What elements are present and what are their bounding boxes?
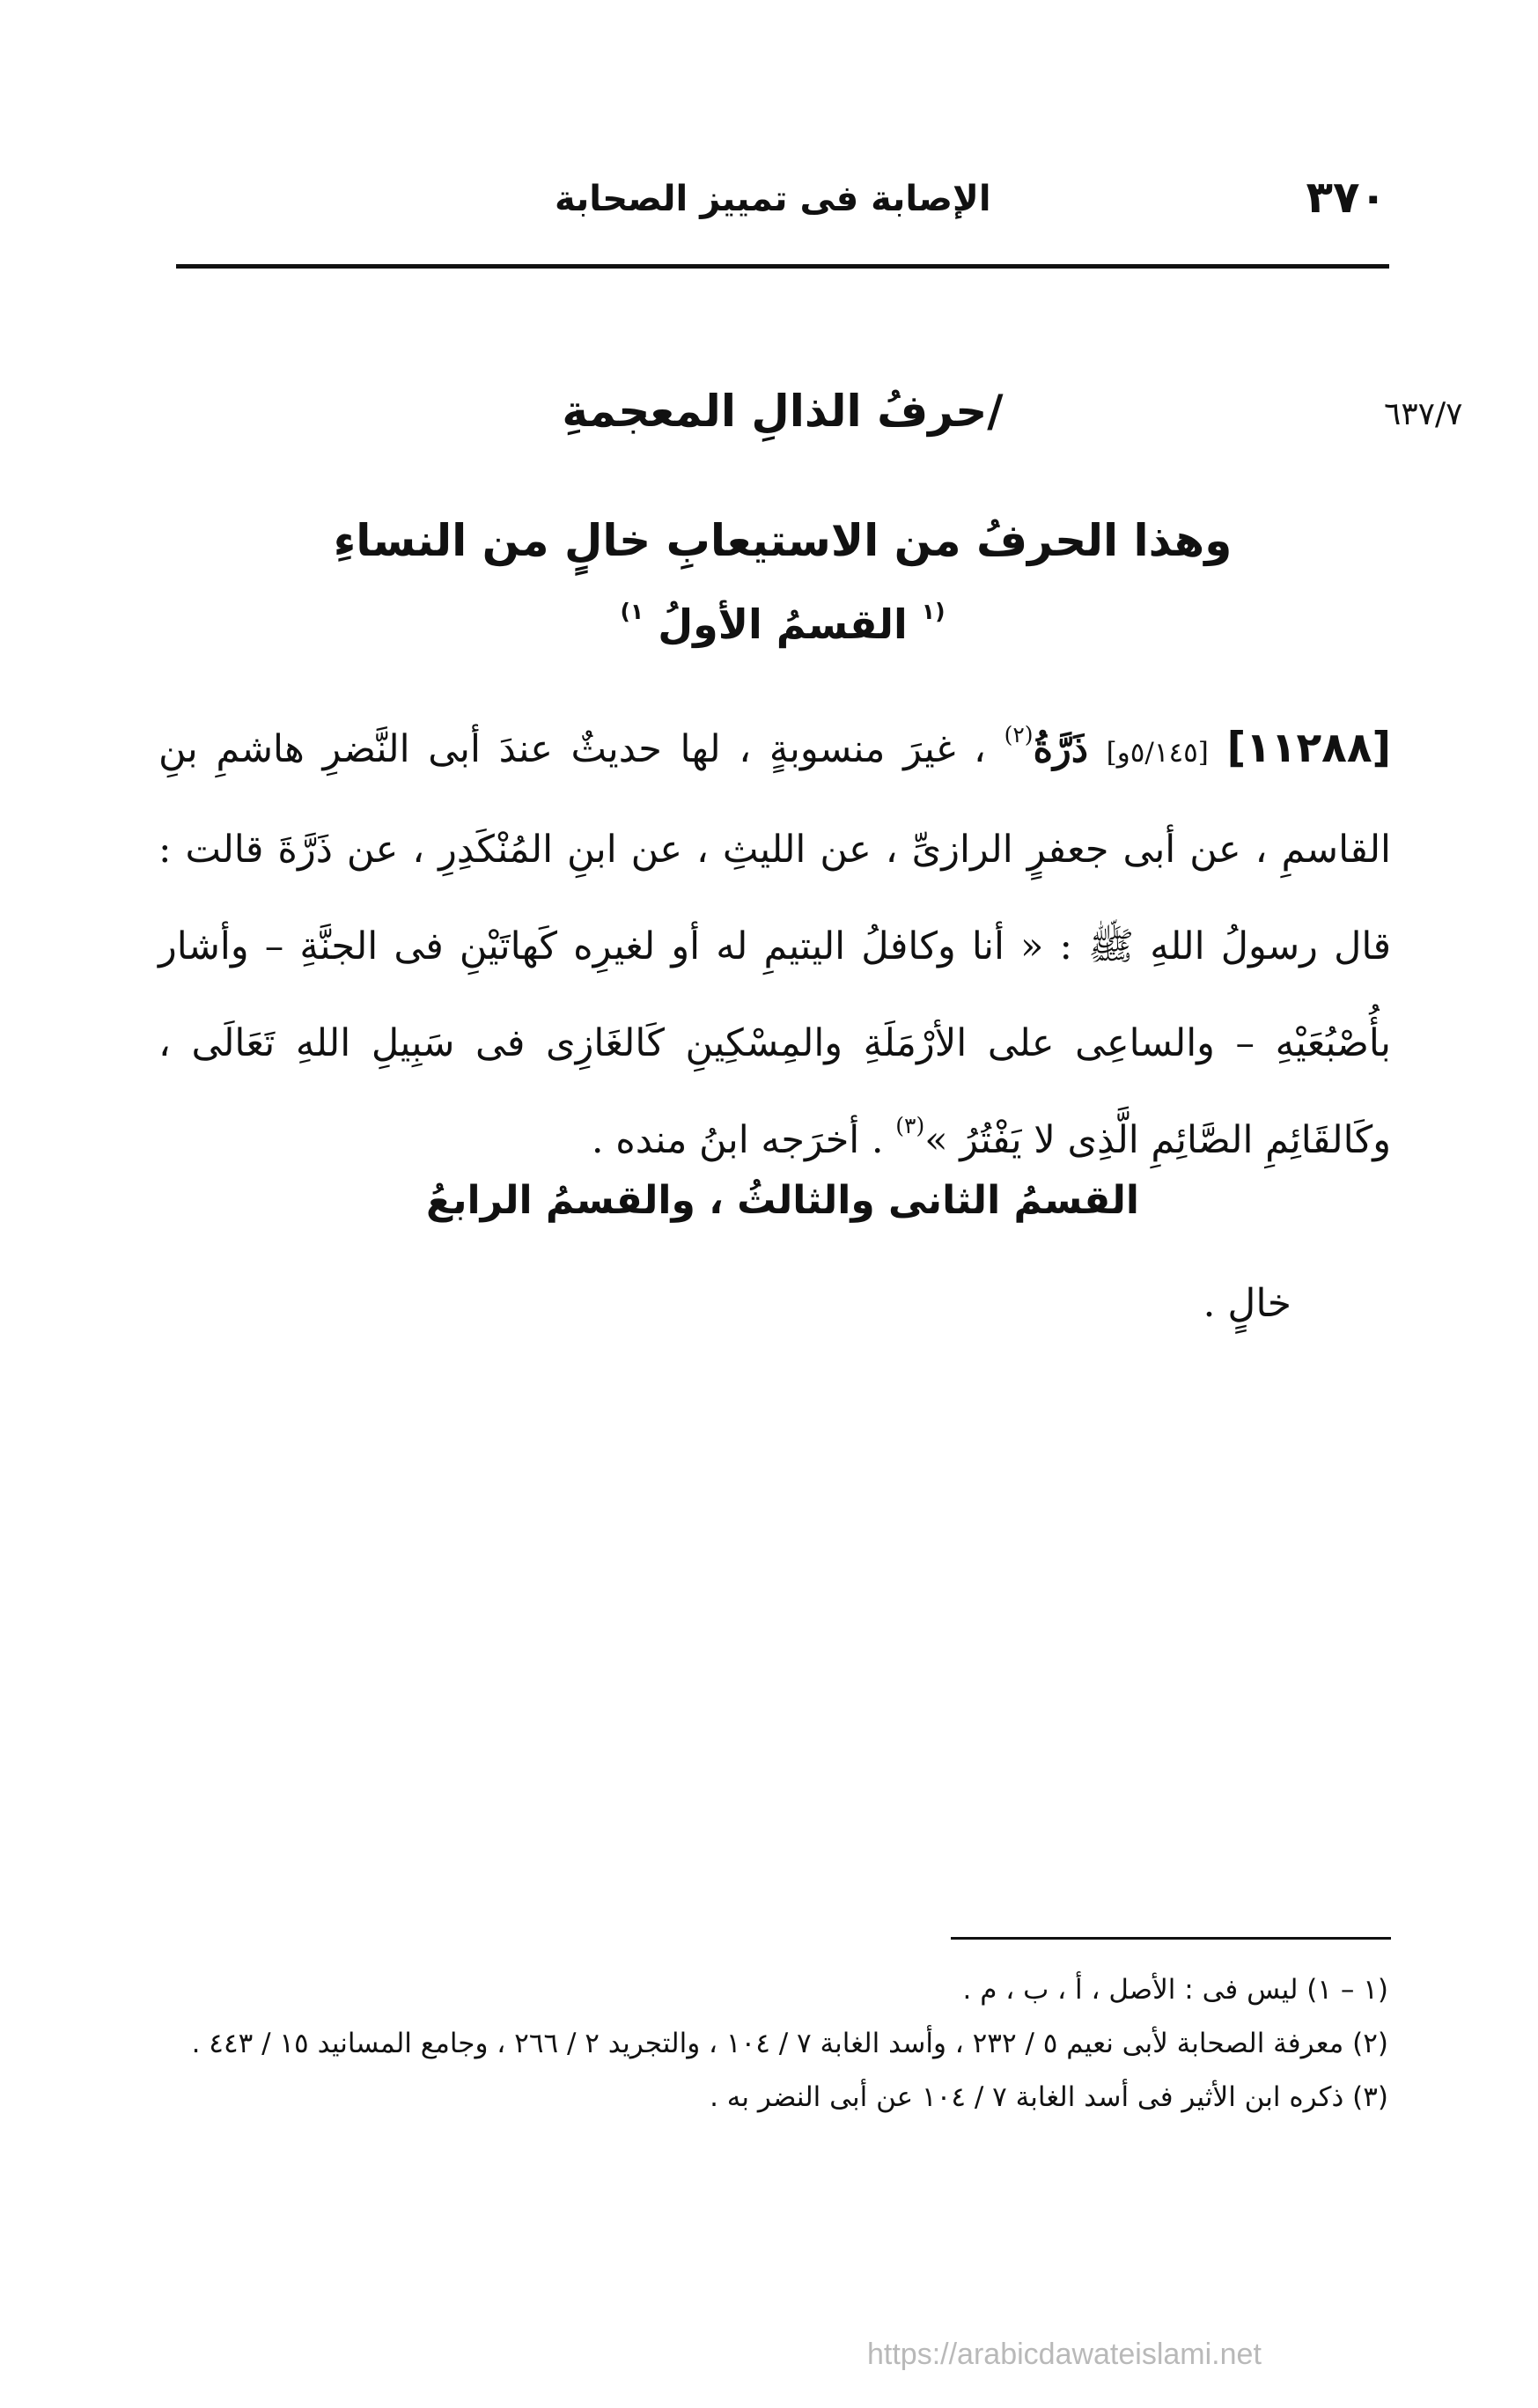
entry-number: [١١٢٨٨] bbox=[1226, 724, 1391, 772]
section-heading-rest: القسمُ الثانى والثالثُ ، والقسمُ الرابعُ bbox=[425, 1178, 1140, 1223]
footnote-3: (٣) ذكره ابن الأثير فى أسد الغابة ٧ / ١٠٤ عن أبى النضر به . bbox=[710, 2081, 1388, 2113]
biography-entry bbox=[158, 700, 1391, 1189]
footnote-marker-2: (٢) bbox=[1004, 722, 1034, 747]
entry-name: ذَرَّةُ bbox=[1033, 727, 1088, 771]
running-header bbox=[176, 172, 1387, 251]
empty-section-note: خالٍ . bbox=[1203, 1281, 1291, 1326]
variant-marker-open: (١ bbox=[921, 599, 946, 624]
chapter-subtitle: وهذا الحرفُ من الاستيعابِ خالٍ من النساءِ bbox=[333, 515, 1233, 566]
footnote-1: (١ – ١) ليس فى : الأصل ، أ ، ب ، م . bbox=[962, 1974, 1388, 2006]
footnotes bbox=[158, 1965, 1388, 2126]
footnote-2: (٢) معرفة الصحابة لأبى نعيم ٥ / ٢٣٢ ، وأسد الغابة ٧ / ١٠٤ ، والتجريد ٢ / ٢٦٦ ، وجامع المسانيد ١٥ / ٤٤٣ . bbox=[191, 2028, 1388, 2059]
chapter-title: /حرفُ الذالِ المعجمةِ bbox=[562, 386, 1004, 437]
entry-text: ، غيرَ منسوبةٍ ، لها حديثٌ عندَ أبى النَّضرِ هاشمِ بنِ القاسمِ ، عن أبى جعفرٍ الرازىِّ ، عن الليثِ ، عن ابنِ المُنْكَدِرِ ، عن ذَرَّةَ قالت : قال رسولُ اللهِ ﷺ : « أنا وكافلُ اليتيمِ له أو لغيرِه كَهاتَيْنِ فى الجنَّةِ – وأشار بأُصْبُعَيْهِ – والساعِى على الأرْمَلَةِ والمِسْكِينِ كَالغَازِى فى سَبِيلِ اللهِ تَعَالَى ، وكَالقَائِمِ الصَّائِمِ الَّذِى لا يَفْتُرُ » bbox=[158, 727, 1391, 1162]
footnote-rule bbox=[951, 1937, 1391, 1940]
page-number: ٣٧٠ bbox=[1306, 172, 1387, 223]
book-title: الإصابة فى تمييز الصحابة bbox=[555, 179, 991, 219]
watermark-url: https://arabicdawateislami.net bbox=[867, 2338, 1262, 2371]
entry-source: . أخرَجه ابنُ منده . bbox=[591, 1118, 884, 1162]
margin-page-reference: ٦٣٧/٧ bbox=[1384, 396, 1463, 432]
section-label: القسمُ الأولُ bbox=[658, 600, 908, 648]
header-rule bbox=[176, 264, 1389, 269]
manuscript-reference: [٥/١٤٥و] bbox=[1106, 737, 1209, 769]
footnote-marker-3: (٣) bbox=[895, 1113, 925, 1138]
section-heading-first bbox=[176, 600, 1389, 648]
variant-marker-close: ١) bbox=[620, 599, 644, 624]
